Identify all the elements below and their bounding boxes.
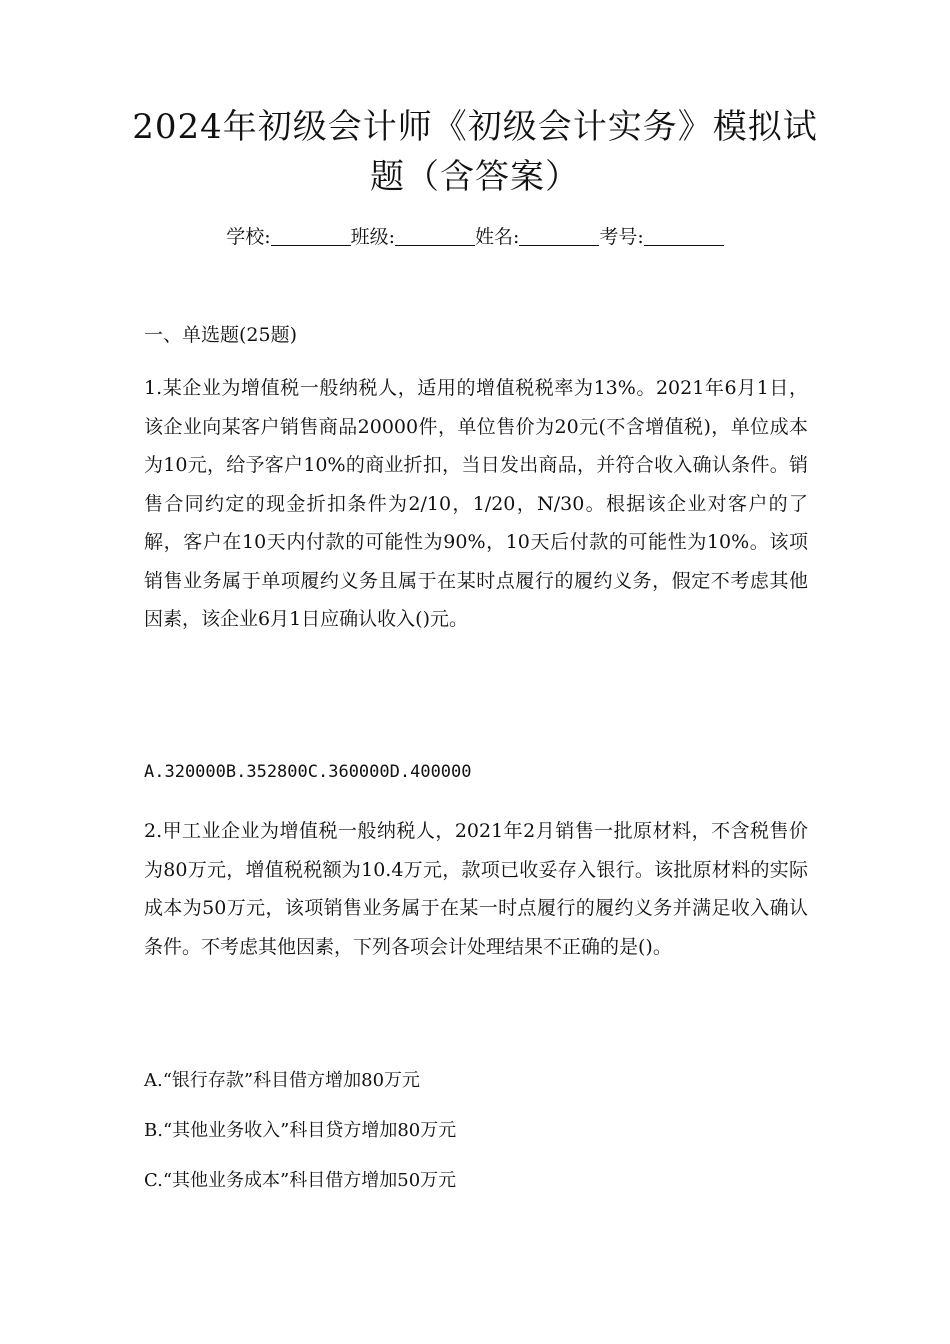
name-blank: [519, 223, 599, 246]
question-2-option-c: C.“其他业务成本”科目借方增加50万元: [144, 1170, 457, 1191]
student-info-line: [0, 222, 950, 252]
document-title-line-2: 题（含答案）: [370, 157, 580, 197]
name-label: 姓名:: [475, 226, 520, 248]
school-blank: [271, 223, 351, 246]
question-1-options: A.320000B.352800C.360000D.400000: [144, 762, 472, 782]
question-2-option-a: A.“银行存款”科目借方增加80万元: [144, 1070, 421, 1091]
class-blank: [395, 223, 475, 246]
exam-no-blank: [644, 223, 724, 246]
exam-no-label: 考号:: [599, 226, 644, 248]
document-title-line-1: 2024年初级会计师《初级会计实务》模拟试: [132, 107, 818, 147]
section-heading: 一、单选题(25题): [144, 324, 298, 346]
question-2-text: 2.甲工业企业为增值税一般纳税人，2021年2月销售一批原材料，不含税售价为80万元，增值税税额为10.4万元，款项已收妥存入银行。该批原材料的实际成本为50万元，该项销售业务属于在某一时点履行的履约义务并满足收入确认条件。不考虑其他因素，下列各项会计处理结果不正确的是()。: [144, 820, 808, 958]
school-label: 学校:: [226, 226, 271, 248]
class-label: 班级:: [350, 226, 395, 248]
question-1-text: 1.某企业为增值税一般纳税人，适用的增值税税率为13%。2021年6月1日，该企业向某客户销售商品20000件，单位售价为20元(不含增值税)，单位成本为10元，给予客户10%的商业折扣，当日发出商品，并符合收入确认条件。销售合同约定的现金折扣条件为2/10，1/20，N/30。根据该企业对客户的了解，客户在10天内付款的可能性为90%，10天后付款的可能性为10%。该项销售业务属于单项履约义务且属于在某时点履行的履约义务，假定不考虑其他因素，该企业6月1日应确认收入()元。: [144, 377, 808, 630]
question-2-option-b: B.“其他业务收入”科目贷方增加80万元: [144, 1120, 457, 1141]
